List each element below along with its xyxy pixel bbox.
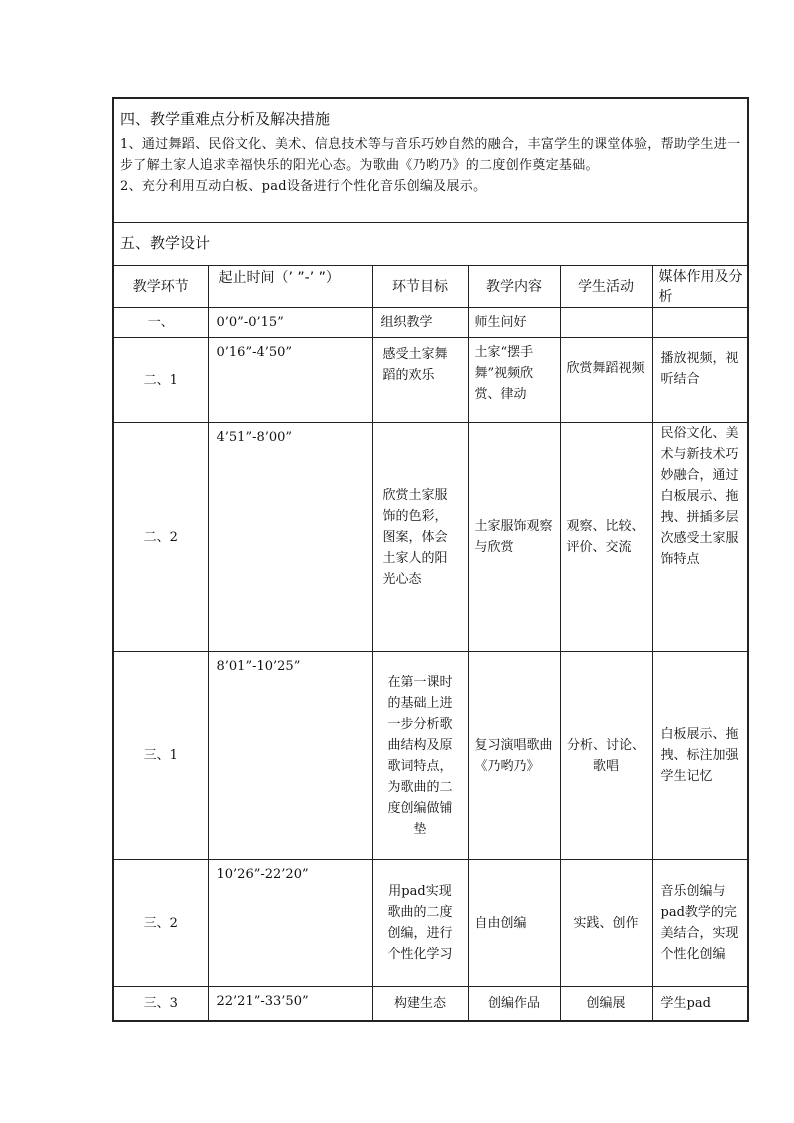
cell-activity: 观察、比较、评价、交流 bbox=[560, 423, 652, 652]
cell-media: 民俗文化、美术与新技术巧妙融合，通过白板展示、拖拽、拼插多层次感受土家服饰特点 bbox=[652, 423, 748, 652]
section4-paragraph-1: 1、通过舞蹈、民俗文化、美术、信息技术等与音乐巧妙自然的融合，丰富学生的课堂体验，帮助学生进一步了解土家人追求幸福快乐的阳光心态。为歌曲《乃哟乃》的二度创作奠定基础。 bbox=[120, 137, 741, 173]
header-content: 教学内容 bbox=[468, 266, 560, 308]
lesson-plan-table bbox=[112, 97, 749, 1022]
cell-content: 师生问好 bbox=[468, 308, 560, 338]
cell-goal: 感受土家舞蹈的欢乐 bbox=[372, 338, 468, 423]
cell-media: 学生pad bbox=[652, 987, 748, 1022]
cell-time: 4’51”-8’00” bbox=[208, 423, 372, 652]
header-time: 起止时间（’ ”-’ ”） bbox=[208, 266, 372, 308]
section4-title: 四、教学重难点分析及解决措施 bbox=[120, 110, 331, 128]
cell-step: 二、2 bbox=[113, 423, 208, 652]
header-goal: 环节目标 bbox=[372, 266, 468, 308]
cell-step: 一、 bbox=[113, 308, 208, 338]
cell-goal: 欣赏土家服饰的色彩，图案，体会土家人的阳光心态 bbox=[372, 423, 468, 652]
cell-time: 22’21”-33’50” bbox=[208, 987, 372, 1022]
cell-media: 音乐创编与pad教学的完美结合，实现个性化创编 bbox=[652, 860, 748, 987]
header-media: 媒体作用及分析 bbox=[652, 266, 748, 308]
section5-title: 五、教学设计 bbox=[120, 234, 211, 252]
cell-time: 0’16”-4’50” bbox=[208, 338, 372, 423]
document-page bbox=[112, 97, 747, 1022]
cell-media bbox=[652, 308, 748, 338]
cell-goal: 在第一课时的基础上进一步分析歌曲结构及原歌词特点，为歌曲的二度创编做铺垫 bbox=[372, 652, 468, 860]
cell-activity: 分析、讨论、歌唱 bbox=[560, 652, 652, 860]
cell-content: 土家“摆手舞”视频欣赏、律动 bbox=[468, 338, 560, 423]
cell-content: 自由创编 bbox=[468, 860, 560, 987]
cell-content: 复习演唱歌曲《乃哟乃》 bbox=[468, 652, 560, 860]
cell-content: 创编作品 bbox=[468, 987, 560, 1022]
cell-activity: 欣赏舞蹈视频 bbox=[560, 338, 652, 423]
cell-activity: 实践、创作 bbox=[560, 860, 652, 987]
cell-time: 8’01”-10’25” bbox=[208, 652, 372, 860]
section4-row bbox=[113, 98, 748, 223]
table-row bbox=[113, 987, 748, 1022]
cell-time: 0’0”-0’15” bbox=[208, 308, 372, 338]
table-row bbox=[113, 308, 748, 338]
cell-media: 播放视频，视听结合 bbox=[652, 338, 748, 423]
cell-step: 三、3 bbox=[113, 987, 208, 1022]
cell-goal: 组织教学 bbox=[372, 308, 468, 338]
cell-time: 10’26”-22’20” bbox=[208, 860, 372, 987]
cell-step: 三、1 bbox=[113, 652, 208, 860]
section4-paragraph-2: 2、充分利用互动白板、pad设备进行个性化音乐创编及展示。 bbox=[120, 179, 487, 194]
cell-step: 二、1 bbox=[113, 338, 208, 423]
cell-activity: 创编展 bbox=[560, 987, 652, 1022]
table-row bbox=[113, 652, 748, 860]
table-row bbox=[113, 423, 748, 652]
cell-activity bbox=[560, 308, 652, 338]
header-step: 教学环节 bbox=[113, 266, 208, 308]
cell-goal: 用pad实现歌曲的二度创编，进行个性化学习 bbox=[372, 860, 468, 987]
section5-row bbox=[113, 223, 748, 266]
cell-goal: 构建生态 bbox=[372, 987, 468, 1022]
table-row bbox=[113, 860, 748, 987]
table-row bbox=[113, 338, 748, 423]
header-activity: 学生活动 bbox=[560, 266, 652, 308]
cell-step: 三、2 bbox=[113, 860, 208, 987]
cell-content: 土家服饰观察与欣赏 bbox=[468, 423, 560, 652]
cell-media: 白板展示、拖拽、标注加强学生记忆 bbox=[652, 652, 748, 860]
table-header-row bbox=[113, 266, 748, 308]
